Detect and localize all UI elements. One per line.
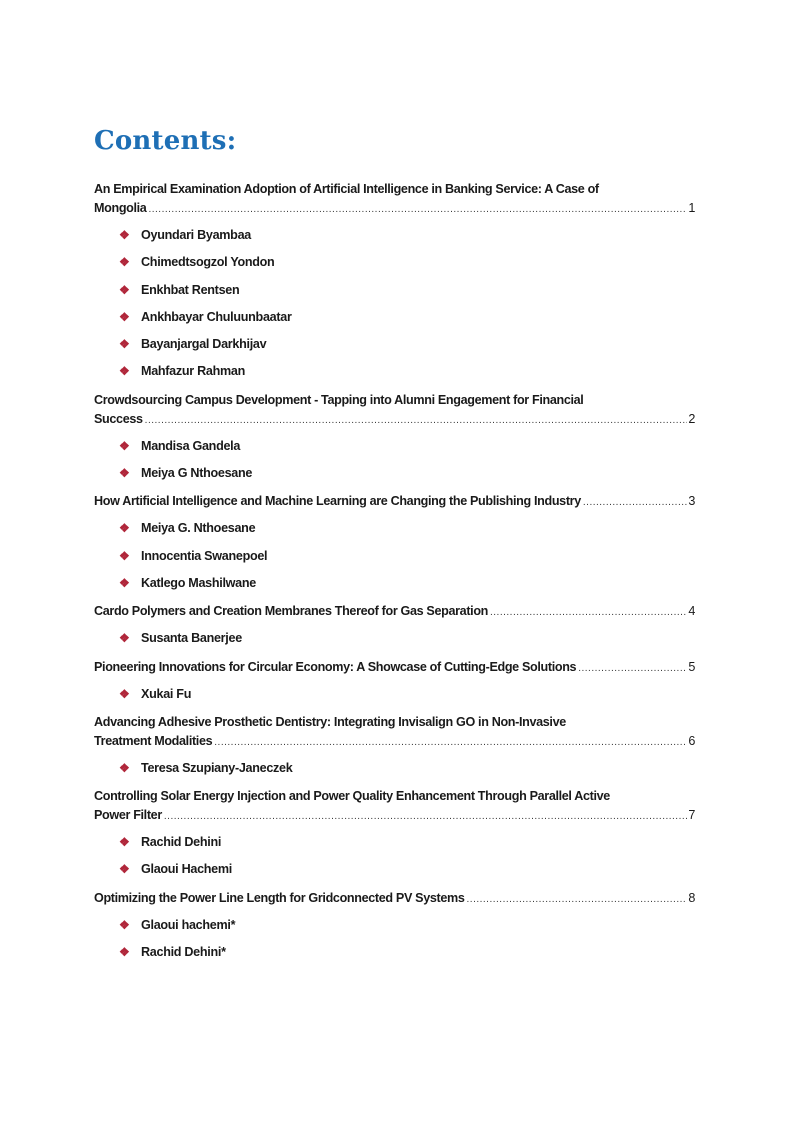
contents-heading: Contents: [94,126,237,156]
author-name: Ankhbayar Chuluunbaatar [141,309,292,324]
toc-entry-title-line [94,732,695,752]
toc-entry [94,602,695,652]
toc-entry-title-last: Cardo Polymers and Creation Membranes Thereof for Gas Separation [94,604,488,619]
author-name: Bayanjargal Darkhijav [141,337,267,352]
author-list [94,625,695,652]
author-item [119,543,695,570]
four-diamond-bullet-icon: ❖ [119,686,130,701]
toc-entry [94,391,695,488]
author-name: Xukai Fu [141,686,192,701]
author-name: Glaoui Hachemi [141,862,232,877]
author-item [119,277,695,304]
four-diamond-bullet-icon: ❖ [119,917,130,932]
toc-entry-title-lead: Controlling Solar Energy Injection and Power Quality Enhancement Through Parallel Active [94,789,610,804]
toc-entry-title[interactable] [94,602,695,622]
four-diamond-bullet-icon: ❖ [119,631,130,646]
toc-entry-title-line [94,658,695,678]
author-item [119,755,695,782]
author-item [119,570,695,597]
author-name: Katlego Mashilwane [141,575,256,590]
four-diamond-bullet-icon: ❖ [119,364,130,379]
author-item [119,912,695,939]
dot-leader [214,733,687,752]
dot-leader [578,659,687,678]
toc-entry [94,713,695,782]
dot-leader [583,493,687,512]
toc-entry-title[interactable] [94,492,695,512]
author-item [119,433,695,460]
author-name: Mandisa Gandela [141,438,241,453]
author-name: Susanta Banerjee [141,631,242,646]
author-list [94,515,695,597]
author-item [119,358,695,385]
author-list [94,755,695,782]
dot-leader [148,200,687,219]
toc-entry-title-line [94,492,695,512]
author-list [94,433,695,488]
toc-entry-title-last: Optimizing the Power Line Length for Gridconnected PV Systems [94,890,465,905]
author-name: Rachid Dehini [141,835,222,850]
author-name: Enkhbat Rentsen [141,282,240,297]
author-name: Meiya G Nthoesane [141,466,253,481]
toc-entry-title[interactable] [94,787,695,826]
toc-entry-title-line [94,410,695,430]
toc-entry-title-lead: Crowdsourcing Campus Development - Tapping into Alumni Engagement for Financial [94,392,584,407]
author-item [119,681,695,708]
four-diamond-bullet-icon: ❖ [119,228,130,242]
toc-list [94,180,695,966]
toc-entry-title-line [94,602,695,622]
four-diamond-bullet-icon: ❖ [119,337,130,352]
toc-entry-title[interactable] [94,889,695,909]
four-diamond-bullet-icon: ❖ [119,282,130,297]
author-item [119,856,695,883]
toc-entry-title-lead: Advancing Adhesive Prosthetic Dentistry: Integrating Invisalign GO in Non-Invasive [94,714,566,729]
toc-entry-title-last: Pioneering Innovations for Circular Economy: A Showcase of Cutting-Edge Solutions [94,659,577,674]
dot-leader [490,603,687,622]
toc-page-number: 8 [688,890,695,905]
author-name: Meiya G. Nthoesane [141,521,256,536]
author-list [94,912,695,967]
dot-leader [164,807,687,826]
toc-entry [94,787,695,884]
four-diamond-bullet-icon: ❖ [119,255,130,270]
toc-entry [94,492,695,597]
toc-entry-title-line [94,889,695,909]
author-item [119,331,695,358]
toc-entry-title[interactable] [94,391,695,430]
dot-leader [145,411,688,430]
toc-entry-title-last: Mongolia [94,201,147,215]
toc-entry-title-lead: An Empirical Examination Adoption of Artificial Intelligence in Banking Service: A Case of [94,182,599,196]
toc-page-number: 7 [688,808,695,823]
author-name: Innocentia Swanepoel [141,548,268,563]
table-of-contents [94,124,695,971]
author-name: Teresa Szupiany-Janeczek [141,760,293,775]
four-diamond-bullet-icon: ❖ [119,835,130,850]
toc-entry-title-line [94,806,695,826]
toc-page-number: 2 [688,411,695,426]
four-diamond-bullet-icon: ❖ [119,575,130,590]
toc-entry-title[interactable] [94,713,695,752]
author-item [119,625,695,652]
toc-page-number: 6 [688,733,695,748]
author-name: Glaoui hachemi* [141,917,236,932]
four-diamond-bullet-icon: ❖ [119,945,130,960]
author-name: Chimedtsogzol Yondon [141,255,275,270]
four-diamond-bullet-icon: ❖ [119,438,130,453]
author-name: Rachid Dehini* [141,945,226,960]
four-diamond-bullet-icon: ❖ [119,760,130,775]
author-item [119,460,695,487]
author-list [94,681,695,708]
author-item [119,249,695,276]
toc-entry [94,658,695,708]
author-list [94,829,695,884]
author-item [119,939,695,966]
four-diamond-bullet-icon: ❖ [119,521,130,536]
toc-entry-title-last: Power Filter [94,808,162,823]
toc-entry-title-last: Success [94,411,143,426]
four-diamond-bullet-icon: ❖ [119,862,130,877]
toc-entry-title-line [94,199,695,219]
toc-page-number: 3 [688,494,695,509]
toc-page-number: 5 [688,659,695,674]
dot-leader [467,890,688,909]
author-item [119,515,695,542]
toc-entry [94,180,695,386]
author-item [119,304,695,331]
four-diamond-bullet-icon: ❖ [119,309,130,324]
toc-page-number: 4 [688,604,695,619]
toc-entry [94,889,695,967]
author-name: Mahfazur Rahman [141,364,245,379]
toc-entry-title-last: How Artificial Intelligence and Machine Learning are Changing the Publishing Industry [94,494,581,509]
author-list [94,222,695,386]
toc-entry-title[interactable] [94,180,695,219]
four-diamond-bullet-icon: ❖ [119,548,130,563]
author-item [119,829,695,856]
toc-entry-title-last: Treatment Modalities [94,733,213,748]
toc-page-number: 1 [688,201,695,215]
four-diamond-bullet-icon: ❖ [119,466,130,481]
toc-entry-title[interactable] [94,658,695,678]
author-name: Oyundari Byambaa [141,228,251,242]
author-item [119,222,695,249]
